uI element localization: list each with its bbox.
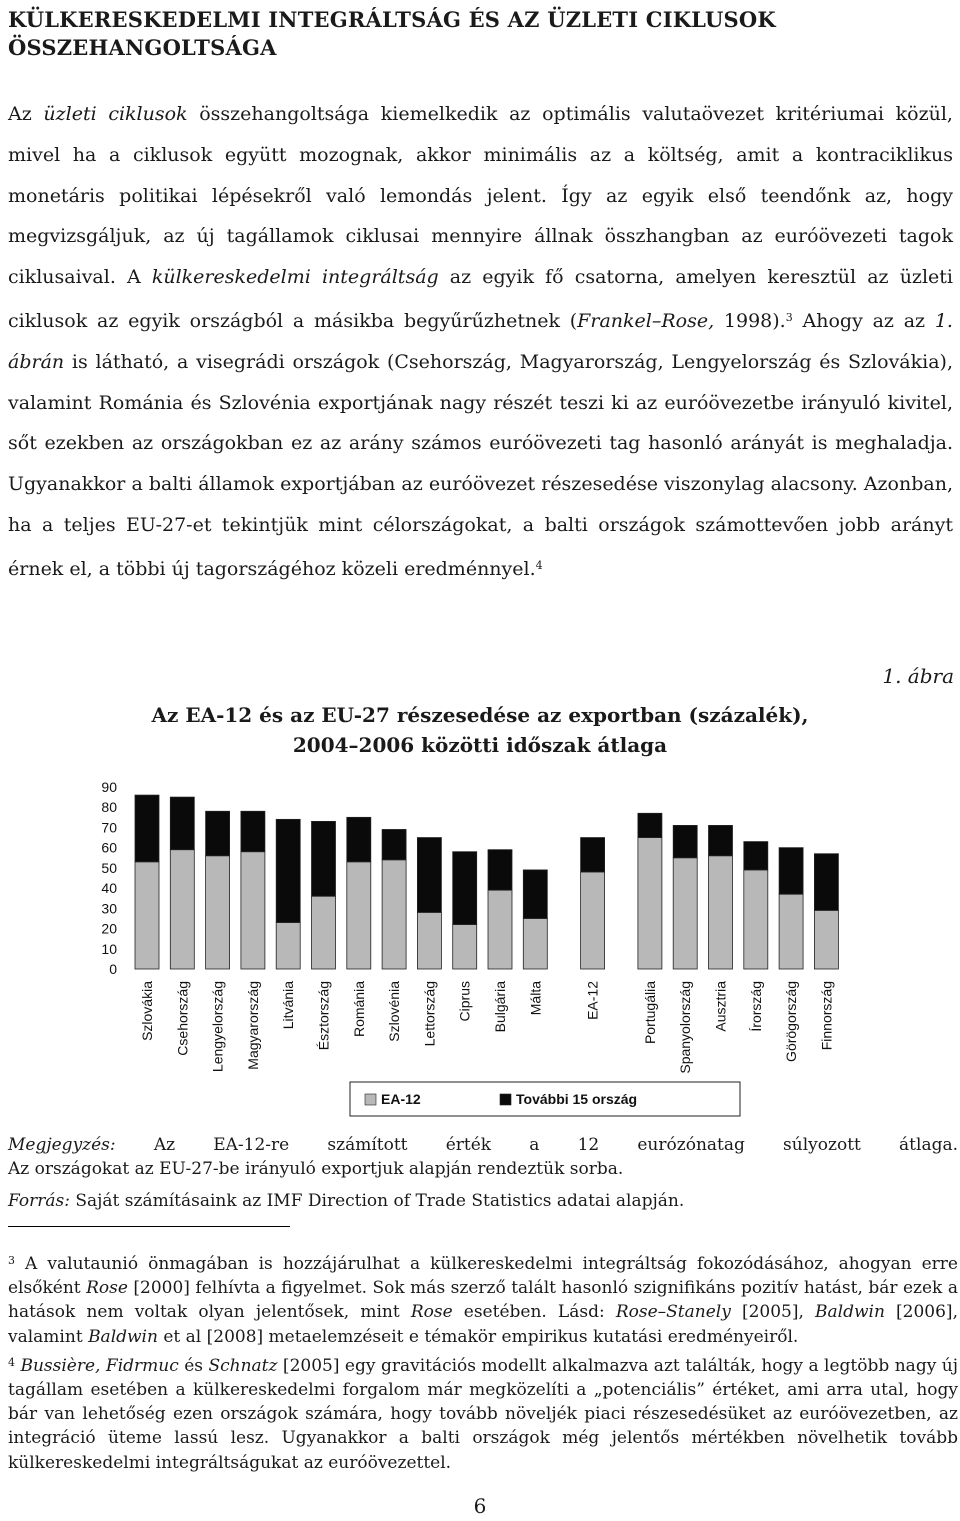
figure-title — [110, 700, 850, 760]
footnote-text: A valutaunió önmagában is hozzájárulhat a külkereskedelmi integráltság fokozódásához, ahogyan erre elsőként — [8, 1254, 958, 1299]
bar-segment-ea12 — [638, 838, 662, 969]
bar-segment-ea12 — [453, 925, 477, 969]
bar-segment-other15 — [382, 829, 406, 859]
bar-segment-ea12 — [135, 862, 159, 969]
bar-segment-ea12 — [312, 896, 336, 969]
y-tick-label: 70 — [101, 819, 117, 836]
legend-swatch — [365, 1094, 376, 1105]
x-category-label: Szlovénia — [386, 981, 403, 1042]
heading-line-2: ÖSSZEHANGOLTSÁGA — [8, 35, 277, 60]
x-category-label: Málta — [527, 981, 544, 1016]
bar-segment-other15 — [417, 838, 441, 913]
footnote-text: [2006], valamint — [8, 1302, 958, 1347]
bar-segment-ea12 — [417, 912, 441, 969]
footnote-author: Rose–Stanely — [615, 1302, 731, 1323]
bar-segment-ea12 — [170, 850, 194, 969]
bar-segment-ea12 — [744, 870, 768, 969]
body-text-run: összehangoltsága kiemelkedik az optimális valutaövezet kritériumai közül, mivel ha a ciklusok együtt mozognak, akkor minimális az a költség, amit a kontraciklikus monetáris politikai lépésekről való lemondás jelent. Így az egyik első teendőnk az, hogy megvizsgáljuk, az új tagállamok ciklusai mennyire állnak összhangban az euróövezeti tagok ciklusaival. A — [8, 103, 953, 289]
footnote-text: [2005], — [730, 1302, 816, 1323]
bar-segment-other15 — [709, 825, 733, 855]
note-text: Az EA-12-re számított érték a 12 eurózónatag súlyozott átlaga. — [115, 1135, 958, 1155]
stacked-bar-chart — [85, 770, 885, 1120]
bar-segment-other15 — [276, 819, 300, 922]
figure-title-line-2: 2004–2006 közötti időszak átlaga — [292, 733, 668, 757]
body-emphasis: üzleti ciklusok — [43, 103, 188, 125]
y-tick-label: 20 — [101, 920, 117, 937]
legend-swatch — [500, 1094, 511, 1105]
x-category-label: Ausztria — [712, 981, 729, 1032]
bar-segment-ea12 — [347, 862, 371, 969]
note-label: Megjegyzés: — [8, 1135, 116, 1155]
x-category-label: Csehország — [174, 981, 191, 1056]
bar-segment-other15 — [744, 842, 768, 870]
figure-label: 1. ábra — [882, 664, 954, 688]
bar-segment-ea12 — [276, 922, 300, 969]
body-text-run: 1998). — [714, 309, 786, 332]
y-tick-label: 50 — [101, 859, 117, 876]
footnote-author: Bussière, Fidrmuc — [20, 1355, 179, 1376]
bar-segment-other15 — [673, 825, 697, 857]
y-tick-label: 30 — [101, 900, 117, 917]
heading-line-1: KÜLKERESKEDELMI INTEGRÁLTSÁG ÉS AZ ÜZLETI CIKLUSOK — [8, 7, 776, 32]
bar-segment-other15 — [135, 795, 159, 862]
footnote-text: et al [2008] metaelemzéseit e témakör empirikus kutatási eredményeiről. — [157, 1326, 799, 1347]
y-tick-label: 0 — [109, 961, 117, 977]
body-paragraph — [8, 94, 953, 590]
x-category-label: Portugália — [641, 981, 658, 1045]
footnote-author: Rose — [86, 1278, 128, 1299]
y-tick-label: 40 — [101, 880, 117, 897]
bar-segment-other15 — [206, 811, 230, 855]
legend-label: További 15 ország — [516, 1091, 638, 1107]
bar-segment-other15 — [814, 854, 838, 911]
source-label: Forrás: — [8, 1191, 70, 1211]
bar-segment-other15 — [488, 850, 512, 890]
figure-title-line-1: Az EA-12 és az EU-27 részesedése az exportban (százalék), — [151, 703, 809, 727]
note-line-2: Az országokat az EU-27-be irányuló exportjuk alapján rendeztük sorba. — [8, 1159, 624, 1179]
note-line-1 — [8, 1133, 958, 1157]
bar-segment-ea12 — [382, 860, 406, 969]
footnote-4 — [8, 1351, 958, 1475]
footnote-number: 3 — [8, 1254, 15, 1267]
figure-notes — [8, 1133, 958, 1213]
footnote-author: Schnatz — [208, 1355, 278, 1376]
bar-segment-ea12 — [779, 894, 803, 969]
x-category-label: Románia — [350, 981, 367, 1038]
bar-segment-ea12 — [814, 910, 838, 969]
body-citation: Frankel–Rose, — [577, 309, 715, 332]
footnote-text: [2000] felhívta a figyelmet. Sok más szerző talált hasonló szignifikáns pozitív hatást, bár ezek a hatások nem voltak olyan jelentősek, mint — [8, 1278, 958, 1323]
footnote-ref-3[interactable]: 3 — [785, 310, 793, 324]
footnotes — [8, 1249, 958, 1477]
y-tick-label: 10 — [101, 940, 117, 957]
bar-segment-ea12 — [488, 890, 512, 969]
section-heading — [8, 6, 948, 62]
figure-reference: 1. ábrán — [8, 309, 953, 373]
bar-segment-other15 — [347, 817, 371, 861]
footnote-3 — [8, 1249, 958, 1349]
footnote-author: Baldwin — [88, 1326, 158, 1347]
x-category-label: Írország — [747, 981, 764, 1032]
source-text: Saját számításaink az IMF Direction of Trade Statistics adatai alapján. — [69, 1191, 685, 1211]
bar-segment-other15 — [170, 797, 194, 850]
x-category-label: Litvánia — [280, 981, 297, 1030]
body-text-run: Az — [8, 103, 44, 125]
bar-segment-ea12 — [206, 856, 230, 969]
legend-label: EA-12 — [381, 1091, 421, 1107]
x-category-label: Ciprus — [456, 981, 473, 1022]
footnote-text: esetében. Lásd: — [452, 1302, 616, 1323]
bar-segment-other15 — [638, 813, 662, 837]
footnote-divider — [8, 1226, 290, 1227]
bar-segment-ea12 — [241, 852, 265, 969]
body-text-run: Ahogy az az — [792, 309, 935, 332]
x-category-label: Szlovákia — [139, 981, 155, 1041]
footnote-text: [2005] egy gravitációs modellt alkalmazva azt találták, hogy a legtöbb nagy új tagállam esetében a külkereskedelmi forgalom már megközelíti a „potenciális” értéket, ami arra utal, hogy bár van lehetőség ezen országok számára, hogy tovább növeljék piaci részesedésüket az euróövezetben, az integráció üteme lassú lesz. Ugyanakkor a balti országok még jelentős mértékben növelhetik tovább külkereskedelmi integráltságukat az euróövezettel. — [8, 1355, 958, 1473]
x-category-label: Görögország — [783, 981, 800, 1062]
bar-segment-other15 — [312, 821, 336, 896]
footnote-number: 4 — [8, 1355, 15, 1369]
bar-segment-other15 — [241, 811, 265, 851]
body-emphasis: külkereskedelmi integráltság — [151, 266, 439, 289]
bar-segment-other15 — [581, 838, 605, 872]
x-category-label: Spanyolország — [677, 981, 694, 1074]
footnote-text: és — [178, 1355, 209, 1376]
bar-segment-ea12 — [709, 856, 733, 969]
footnote-ref-4[interactable]: 4 — [535, 558, 543, 572]
bar-segment-ea12 — [523, 918, 547, 969]
bar-segment-other15 — [453, 852, 477, 925]
x-category-label: Lengyelország — [209, 981, 226, 1073]
bar-segment-ea12 — [673, 858, 697, 969]
y-tick-label: 80 — [101, 799, 117, 816]
x-category-label: Bulgária — [492, 981, 508, 1033]
body-text-run: is látható, a visegrádi országok (Csehország, Magyarország, Lengyelország és Szlovákia), valamint Románia és Szlovénia exportjának nagy részét teszi ki az euróövezetbe irányuló kivitel, sőt ezekben az országokban ez az arány számos euróövezeti tag hasonló arányát is meghaladja. Ugyanakkor a balti államok exportjában az euróövezet részesedése viszonylag alacsony. Azonban, ha a teljes EU-27-et tekintjük mint célországokat, a balti országok számottevően jobb arányt érnek el, a többi új tagországéhoz közeli eredménnyel. — [8, 350, 953, 580]
bar-segment-ea12 — [581, 872, 605, 969]
page-number: 6 — [473, 1494, 487, 1518]
x-category-label: Észtország — [315, 981, 332, 1051]
y-tick-label: 60 — [101, 839, 117, 856]
x-category-label: Lettország — [421, 981, 438, 1047]
x-category-label: Finnország — [818, 981, 835, 1051]
body-text-run: az egyik fő csatorna, amelyen keresztül az üzleti ciklusok az egyik országból a másikba begyűrűzhetnek ( — [8, 266, 953, 332]
y-tick-label: 90 — [101, 779, 117, 795]
source-line — [8, 1189, 958, 1213]
x-category-label: Magyarország — [244, 981, 261, 1070]
bar-segment-other15 — [523, 870, 547, 919]
x-category-label: EA-12 — [584, 981, 601, 1020]
footnote-author: Baldwin — [815, 1302, 885, 1323]
bar-segment-other15 — [779, 848, 803, 895]
footnote-author: Rose — [410, 1302, 453, 1323]
